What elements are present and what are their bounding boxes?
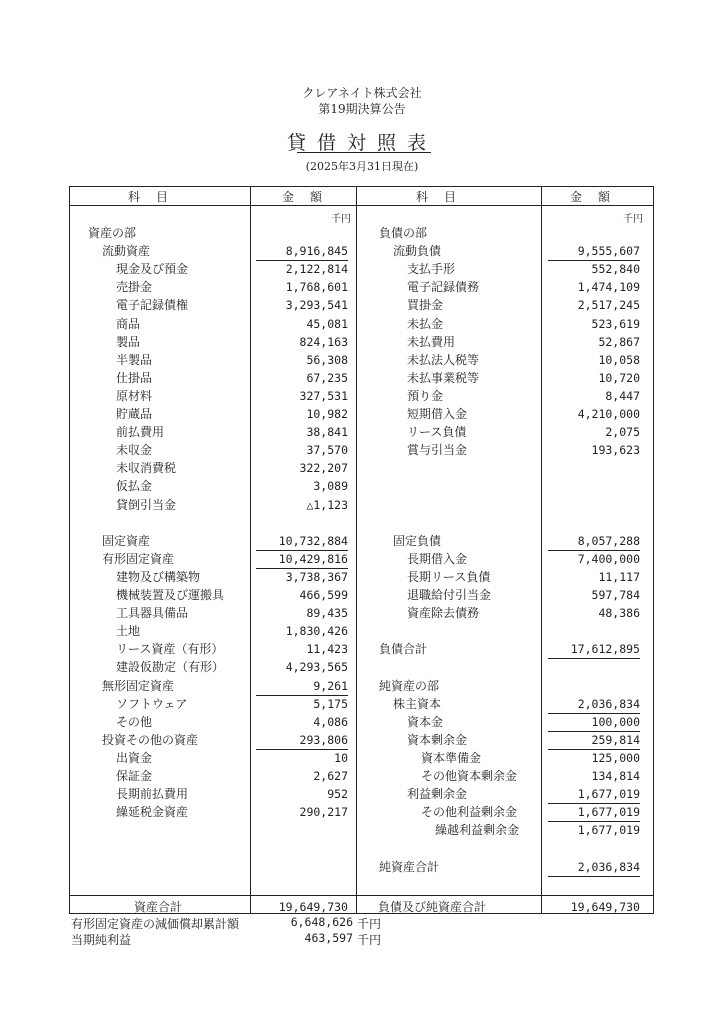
- liability-amount: 2,517,245: [577, 298, 640, 313]
- asset-amount: 4,293,565: [285, 660, 348, 675]
- asset-label: 貸倒引当金: [116, 497, 177, 512]
- amount-header-left: 金 額: [282, 190, 325, 204]
- asset-amount: 3,293,541: [285, 298, 348, 313]
- asset-label: 前払費用: [116, 425, 165, 440]
- liability-row: [70, 623, 655, 640]
- asset-label: 仮払金: [116, 479, 153, 494]
- asset-amount: 2,122,814: [285, 262, 348, 277]
- asset-amount: 67,235: [306, 370, 348, 385]
- asset-label: 投資その他の資産: [102, 732, 199, 747]
- assets-total-label: 資産合計: [134, 900, 183, 914]
- asset-label: 建設仮勘定（有形）: [116, 660, 225, 675]
- asset-amount: 952: [327, 787, 348, 802]
- liability-label: 流動負債: [393, 244, 442, 259]
- asset-label: 機械装置及び運搬具: [116, 588, 225, 602]
- asset-label: 原材料: [116, 388, 153, 403]
- liability-amount: 2,036,834: [548, 696, 640, 714]
- liability-amount: 2,036,834: [548, 859, 640, 877]
- asset-amount: △1,123: [306, 497, 348, 512]
- liability-row: [70, 750, 655, 767]
- liability-amount: 4,210,000: [577, 407, 640, 421]
- asset-label: 仕掛品: [116, 370, 153, 385]
- asset-amount: 1,768,601: [285, 280, 348, 295]
- liability-amount: 11,117: [598, 569, 640, 584]
- liability-label: 預り金: [407, 388, 444, 403]
- liability-row: [70, 732, 655, 749]
- asset-amount: 5,175: [313, 696, 348, 711]
- company-name: クレアネイト株式会社: [302, 86, 422, 100]
- liability-row: [70, 641, 655, 658]
- liability-label: 未払金: [407, 316, 444, 331]
- liability-amount: 523,619: [591, 316, 640, 331]
- asset-amount: 38,841: [306, 425, 348, 440]
- asset-amount: 2,627: [313, 769, 348, 783]
- subject-header-left: 科 目: [128, 190, 171, 204]
- liabilities-equity-total-amount: 19,649,730: [570, 900, 640, 914]
- note-net-income: [71, 931, 382, 948]
- liability-label: 未払費用: [407, 334, 456, 349]
- asset-amount: 1,830,426: [285, 624, 348, 639]
- asset-label: 固定資産: [102, 533, 151, 548]
- asset-label: その他: [116, 714, 153, 729]
- asset-label: 売掛金: [116, 280, 153, 295]
- asset-amount: 37,570: [306, 443, 348, 458]
- asset-label: 流動資産: [102, 244, 151, 259]
- liability-label: その他資本剰余金: [421, 769, 518, 783]
- note-label: 有形固定資産の減価償却累計額: [71, 917, 240, 931]
- liability-row: [70, 478, 655, 495]
- liability-label: 株主資本: [393, 696, 442, 711]
- liability-row: [70, 859, 655, 876]
- note-value: 463,597: [304, 931, 353, 945]
- asset-amount: 3,738,367: [285, 569, 348, 584]
- liability-label: 未払事業税等: [407, 370, 480, 385]
- asset-amount: 10,982: [306, 407, 348, 421]
- as-of-date: (2025年3月31日現在): [305, 160, 419, 173]
- asset-label: 商品: [116, 316, 141, 331]
- liability-amount: 1,474,109: [577, 280, 640, 295]
- liability-label: 支払手形: [407, 262, 456, 277]
- header-divider: [70, 205, 653, 206]
- liability-row: [70, 316, 655, 333]
- liability-row: [70, 840, 655, 857]
- liability-row: [70, 696, 655, 713]
- liability-label: 資産除去債務: [407, 606, 480, 621]
- asset-label: 未収消費税: [116, 461, 177, 476]
- liability-row: [70, 243, 655, 260]
- asset-label: 製品: [116, 334, 141, 349]
- asset-amount: 293,806: [256, 732, 348, 750]
- asset-label: 無形固定資産: [102, 678, 175, 693]
- liability-amount: 7,400,000: [577, 551, 640, 566]
- asset-amount: 11,423: [306, 642, 348, 657]
- liability-label: 未払法人税等: [407, 352, 480, 367]
- liability-label: 買掛金: [407, 298, 444, 313]
- amount-header-right: 金 額: [570, 190, 613, 204]
- liability-amount: 10,720: [598, 370, 640, 385]
- liability-amount: 259,814: [548, 732, 640, 750]
- liability-row: [70, 424, 655, 441]
- liability-row: [70, 804, 655, 821]
- liability-row: [70, 659, 655, 676]
- asset-amount: 10,429,816: [256, 551, 348, 569]
- page-title: 貸借対照表: [286, 132, 437, 154]
- liability-row: [70, 569, 655, 586]
- balance-sheet-table: [69, 186, 654, 914]
- liability-label: 資本剰余金: [407, 732, 468, 747]
- asset-label: 貯蔵品: [116, 407, 153, 421]
- asset-amount: 290,217: [299, 805, 348, 820]
- liability-row: [70, 460, 655, 477]
- asset-label: 建物及び構築物: [116, 569, 201, 584]
- asset-label: 未収金: [116, 443, 153, 458]
- subject-header-right: 科 目: [416, 190, 459, 204]
- liability-amount: 1,677,019: [548, 804, 640, 822]
- liability-label: 負債の部: [379, 226, 428, 240]
- liability-row: [70, 370, 655, 387]
- liability-label: リース負債: [407, 425, 467, 440]
- asset-label: 土地: [116, 624, 141, 639]
- liability-amount: 10,058: [598, 352, 640, 367]
- liability-amount: 100,000: [548, 714, 640, 732]
- liability-row: [70, 406, 655, 423]
- asset-label: ソフトウェア: [116, 696, 188, 711]
- asset-label: 繰延税金資産: [116, 805, 189, 820]
- liability-amount: 125,000: [591, 750, 640, 765]
- liability-amount: 52,867: [598, 334, 640, 349]
- asset-amount: 322,207: [299, 461, 348, 476]
- liability-row: [70, 297, 655, 314]
- total-divider: [70, 895, 653, 896]
- note-unit: 千円: [357, 917, 382, 931]
- liability-label: 賞与引当金: [407, 443, 468, 458]
- liability-label: 長期リース負債: [407, 569, 491, 584]
- liability-label: その他利益剰余金: [421, 805, 518, 820]
- liability-row: [70, 678, 655, 695]
- liability-amount: 134,814: [591, 769, 640, 783]
- liabilities-equity-total-label: 負債及び純資産合計: [378, 900, 487, 914]
- asset-amount: 89,435: [306, 606, 348, 621]
- liability-label: 資本金: [407, 714, 444, 729]
- asset-amount: 45,081: [306, 316, 348, 331]
- note-value: 6,648,626: [290, 915, 353, 929]
- liability-amount: 8,057,288: [548, 533, 640, 551]
- liability-row: [70, 605, 655, 622]
- liability-row: [70, 497, 655, 514]
- liability-row: [70, 352, 655, 369]
- liability-amount: 597,784: [591, 588, 640, 602]
- announcement-title: 第19期決算公告: [318, 102, 406, 116]
- liability-label: 利益剰余金: [407, 787, 468, 802]
- title-underline: [297, 152, 431, 153]
- unit-label-right: 千円: [623, 214, 643, 225]
- liability-label: 繰越利益剰余金: [435, 823, 520, 838]
- liability-row: [70, 533, 655, 550]
- asset-label: 出資金: [116, 750, 153, 765]
- asset-amount: 466,599: [299, 588, 348, 602]
- liability-amount: 48,386: [598, 606, 640, 621]
- note-depreciation: [71, 915, 382, 932]
- asset-amount: 9,261: [256, 678, 348, 696]
- liability-label: 純資産合計: [379, 859, 440, 874]
- asset-amount: 56,308: [306, 352, 348, 367]
- liability-amount: 2,075: [605, 425, 640, 440]
- liability-row: [70, 714, 655, 731]
- liability-row: [70, 279, 655, 296]
- liability-amount: 17,612,895: [548, 641, 640, 659]
- liability-amount: 193,623: [591, 443, 640, 458]
- asset-label: 長期前払費用: [116, 787, 189, 802]
- asset-label: 資産の部: [88, 226, 137, 240]
- liability-label: 退職給付引当金: [407, 588, 492, 602]
- liability-row: [70, 515, 655, 532]
- liability-amount: 552,840: [591, 262, 640, 277]
- asset-amount: 10: [334, 750, 348, 765]
- asset-amount: 4,086: [313, 714, 348, 729]
- note-unit: 千円: [357, 933, 382, 947]
- asset-amount: 10,732,884: [256, 533, 348, 551]
- asset-label: リース資産（有形）: [116, 642, 224, 657]
- liability-row: [70, 587, 655, 604]
- liability-amount: 1,677,019: [577, 823, 640, 838]
- liability-label: 資本準備金: [421, 750, 482, 765]
- asset-amount: 8,916,845: [256, 243, 348, 261]
- liability-row: [70, 822, 655, 839]
- liability-row: [70, 786, 655, 803]
- liability-amount: 9,555,607: [548, 243, 640, 261]
- liability-label: 純資産の部: [379, 678, 440, 693]
- liability-row: [70, 261, 655, 278]
- liability-row: [70, 442, 655, 459]
- asset-label: 半製品: [116, 352, 153, 367]
- liability-row: [70, 551, 655, 568]
- liability-amount: 1,677,019: [548, 786, 640, 804]
- asset-amount: 824,163: [299, 334, 348, 349]
- assets-total-amount: 19,649,730: [278, 900, 348, 914]
- liability-row: [70, 334, 655, 351]
- note-label: 当期純利益: [71, 933, 132, 947]
- asset-amount: 3,089: [313, 479, 348, 494]
- liability-label: 固定負債: [393, 533, 442, 548]
- liability-row: [70, 388, 655, 405]
- liability-row: [70, 225, 655, 242]
- liability-label: 長期借入金: [407, 551, 468, 566]
- liability-row: [70, 768, 655, 785]
- total-row: [70, 899, 655, 916]
- asset-label: 現金及び預金: [116, 262, 189, 277]
- asset-label: 有形固定資産: [102, 551, 175, 566]
- liability-label: 負債合計: [379, 642, 428, 657]
- liability-amount: 8,447: [605, 388, 640, 403]
- liability-label: 短期借入金: [407, 407, 468, 421]
- unit-label-left: 千円: [331, 214, 351, 225]
- liability-label: 電子記録債務: [407, 280, 480, 295]
- asset-label: 保証金: [116, 769, 153, 783]
- asset-label: 電子記録債権: [116, 298, 189, 313]
- asset-label: 工具器具備品: [116, 606, 189, 621]
- asset-amount: 327,531: [299, 388, 348, 403]
